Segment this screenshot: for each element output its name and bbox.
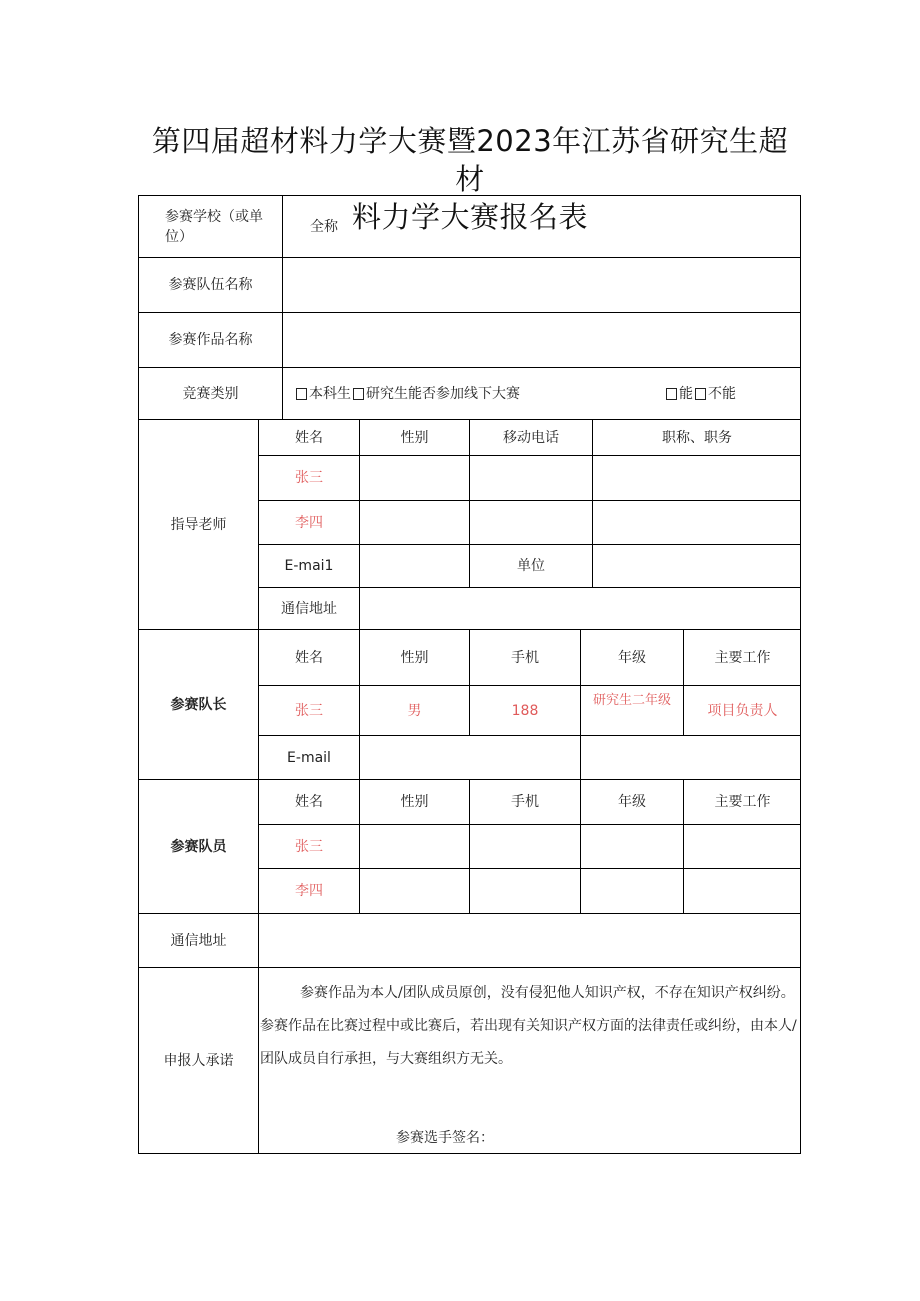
advisor-header-phone: 移动电话: [503, 429, 559, 446]
advisor-1-name[interactable]: 张三: [295, 470, 323, 486]
pledge-label: 申报人承诺: [163, 1052, 234, 1069]
member-2-gender[interactable]: [360, 869, 469, 913]
title-line-1: 第四届超材料力学大赛暨2023年江苏省研究生超材: [151, 124, 789, 196]
address-input[interactable]: [266, 914, 796, 967]
advisor-1-gender[interactable]: [360, 456, 469, 500]
cannot-checkbox[interactable]: [695, 388, 706, 400]
advisor-header-name: 姓名: [295, 429, 323, 446]
category-label: 竞赛类别: [182, 385, 239, 402]
work-name-label: 参赛作品名称: [168, 332, 253, 348]
advisor-section-label: 指导老师: [170, 516, 227, 533]
offline-answer-options: [666, 368, 786, 419]
member-1-grade[interactable]: [581, 825, 683, 868]
advisor-1-title[interactable]: [593, 456, 801, 500]
captain-email-label: E-mail: [287, 749, 331, 766]
captain-gender[interactable]: 男: [407, 702, 422, 719]
advisor-email-input[interactable]: [360, 545, 469, 587]
captain-work[interactable]: 项目负责人: [707, 702, 778, 719]
advisor-header-gender: 性别: [400, 429, 429, 446]
captain-header-name: 姓名: [295, 649, 323, 666]
advisor-1-phone[interactable]: [470, 456, 592, 500]
undergrad-option-label: 本科生: [309, 385, 351, 402]
school-input[interactable]: 全称: [310, 218, 338, 235]
members-section-label: 参赛队员: [170, 838, 227, 855]
offline-question-label: 研究生能否参加线下大赛: [366, 385, 520, 402]
captain-header-grade: 年级: [618, 649, 646, 666]
advisor-2-name[interactable]: 李四: [295, 514, 323, 531]
cannot-option-label: 不能: [708, 385, 736, 402]
advisor-address-label: 通信地址: [281, 600, 337, 617]
member-1-gender[interactable]: [360, 825, 469, 868]
category-options: [296, 368, 596, 419]
address-label: 通信地址: [170, 932, 227, 949]
signature-label: 参赛选手签名：: [396, 1130, 494, 1146]
members-header-grade: 年级: [618, 794, 646, 810]
captain-phone[interactable]: 188: [511, 702, 539, 719]
member-1-phone[interactable]: [470, 825, 580, 868]
member-2-work[interactable]: [684, 869, 801, 913]
member-2-grade[interactable]: [581, 869, 683, 913]
title-line-2: 料力学大赛报名表: [351, 200, 588, 234]
advisor-2-title[interactable]: [593, 501, 801, 544]
advisor-2-gender[interactable]: [360, 501, 469, 544]
school-label: 参赛学校（或单位）: [165, 209, 263, 245]
members-header-name: 姓名: [295, 794, 323, 810]
advisor-address-input[interactable]: [366, 588, 796, 629]
members-header-gender: 性别: [400, 794, 429, 810]
work-name-input[interactable]: [290, 313, 800, 367]
advisor-header-title: 职称、职务: [662, 429, 732, 446]
captain-email-input[interactable]: [360, 736, 580, 779]
can-option-label: 能: [679, 385, 693, 402]
member-2-name[interactable]: 李四: [295, 883, 323, 899]
advisor-2-phone[interactable]: [470, 501, 592, 544]
captain-header-gender: 性别: [400, 649, 429, 666]
captain-grade[interactable]: 研究生二年级: [592, 693, 671, 708]
member-1-work[interactable]: [684, 825, 801, 868]
members-header-phone: 手机: [511, 794, 539, 810]
advisor-email-label: E-mai1: [284, 558, 334, 574]
member-1-name[interactable]: 张三: [295, 838, 323, 855]
advisor-unit-input[interactable]: [593, 545, 801, 587]
captain-name[interactable]: 张三: [295, 702, 323, 719]
captain-header-phone: 手机: [511, 649, 539, 666]
member-2-phone[interactable]: [470, 869, 580, 913]
team-name-label: 参赛队伍名称: [168, 277, 253, 293]
captain-header-work: 主要工作: [714, 649, 771, 666]
grad-checkbox[interactable]: [353, 388, 364, 400]
members-header-work: 主要工作: [714, 794, 771, 810]
can-checkbox[interactable]: [666, 388, 677, 400]
captain-section-label: 参赛队长: [170, 696, 227, 713]
team-name-input[interactable]: [290, 258, 800, 312]
advisor-unit-label: 单位: [517, 558, 545, 574]
pledge-text: 参赛作品为本人/团队成员原创，没有侵犯他人知识产权，不存在知识产权纠纷。参赛作品在比赛过程中或比赛后，若出现有关知识产权方面的法律责任或纠纷，由本人/团队成员自行承担，与大赛组织方无关。: [260, 985, 797, 1067]
undergrad-checkbox[interactable]: [296, 388, 307, 400]
